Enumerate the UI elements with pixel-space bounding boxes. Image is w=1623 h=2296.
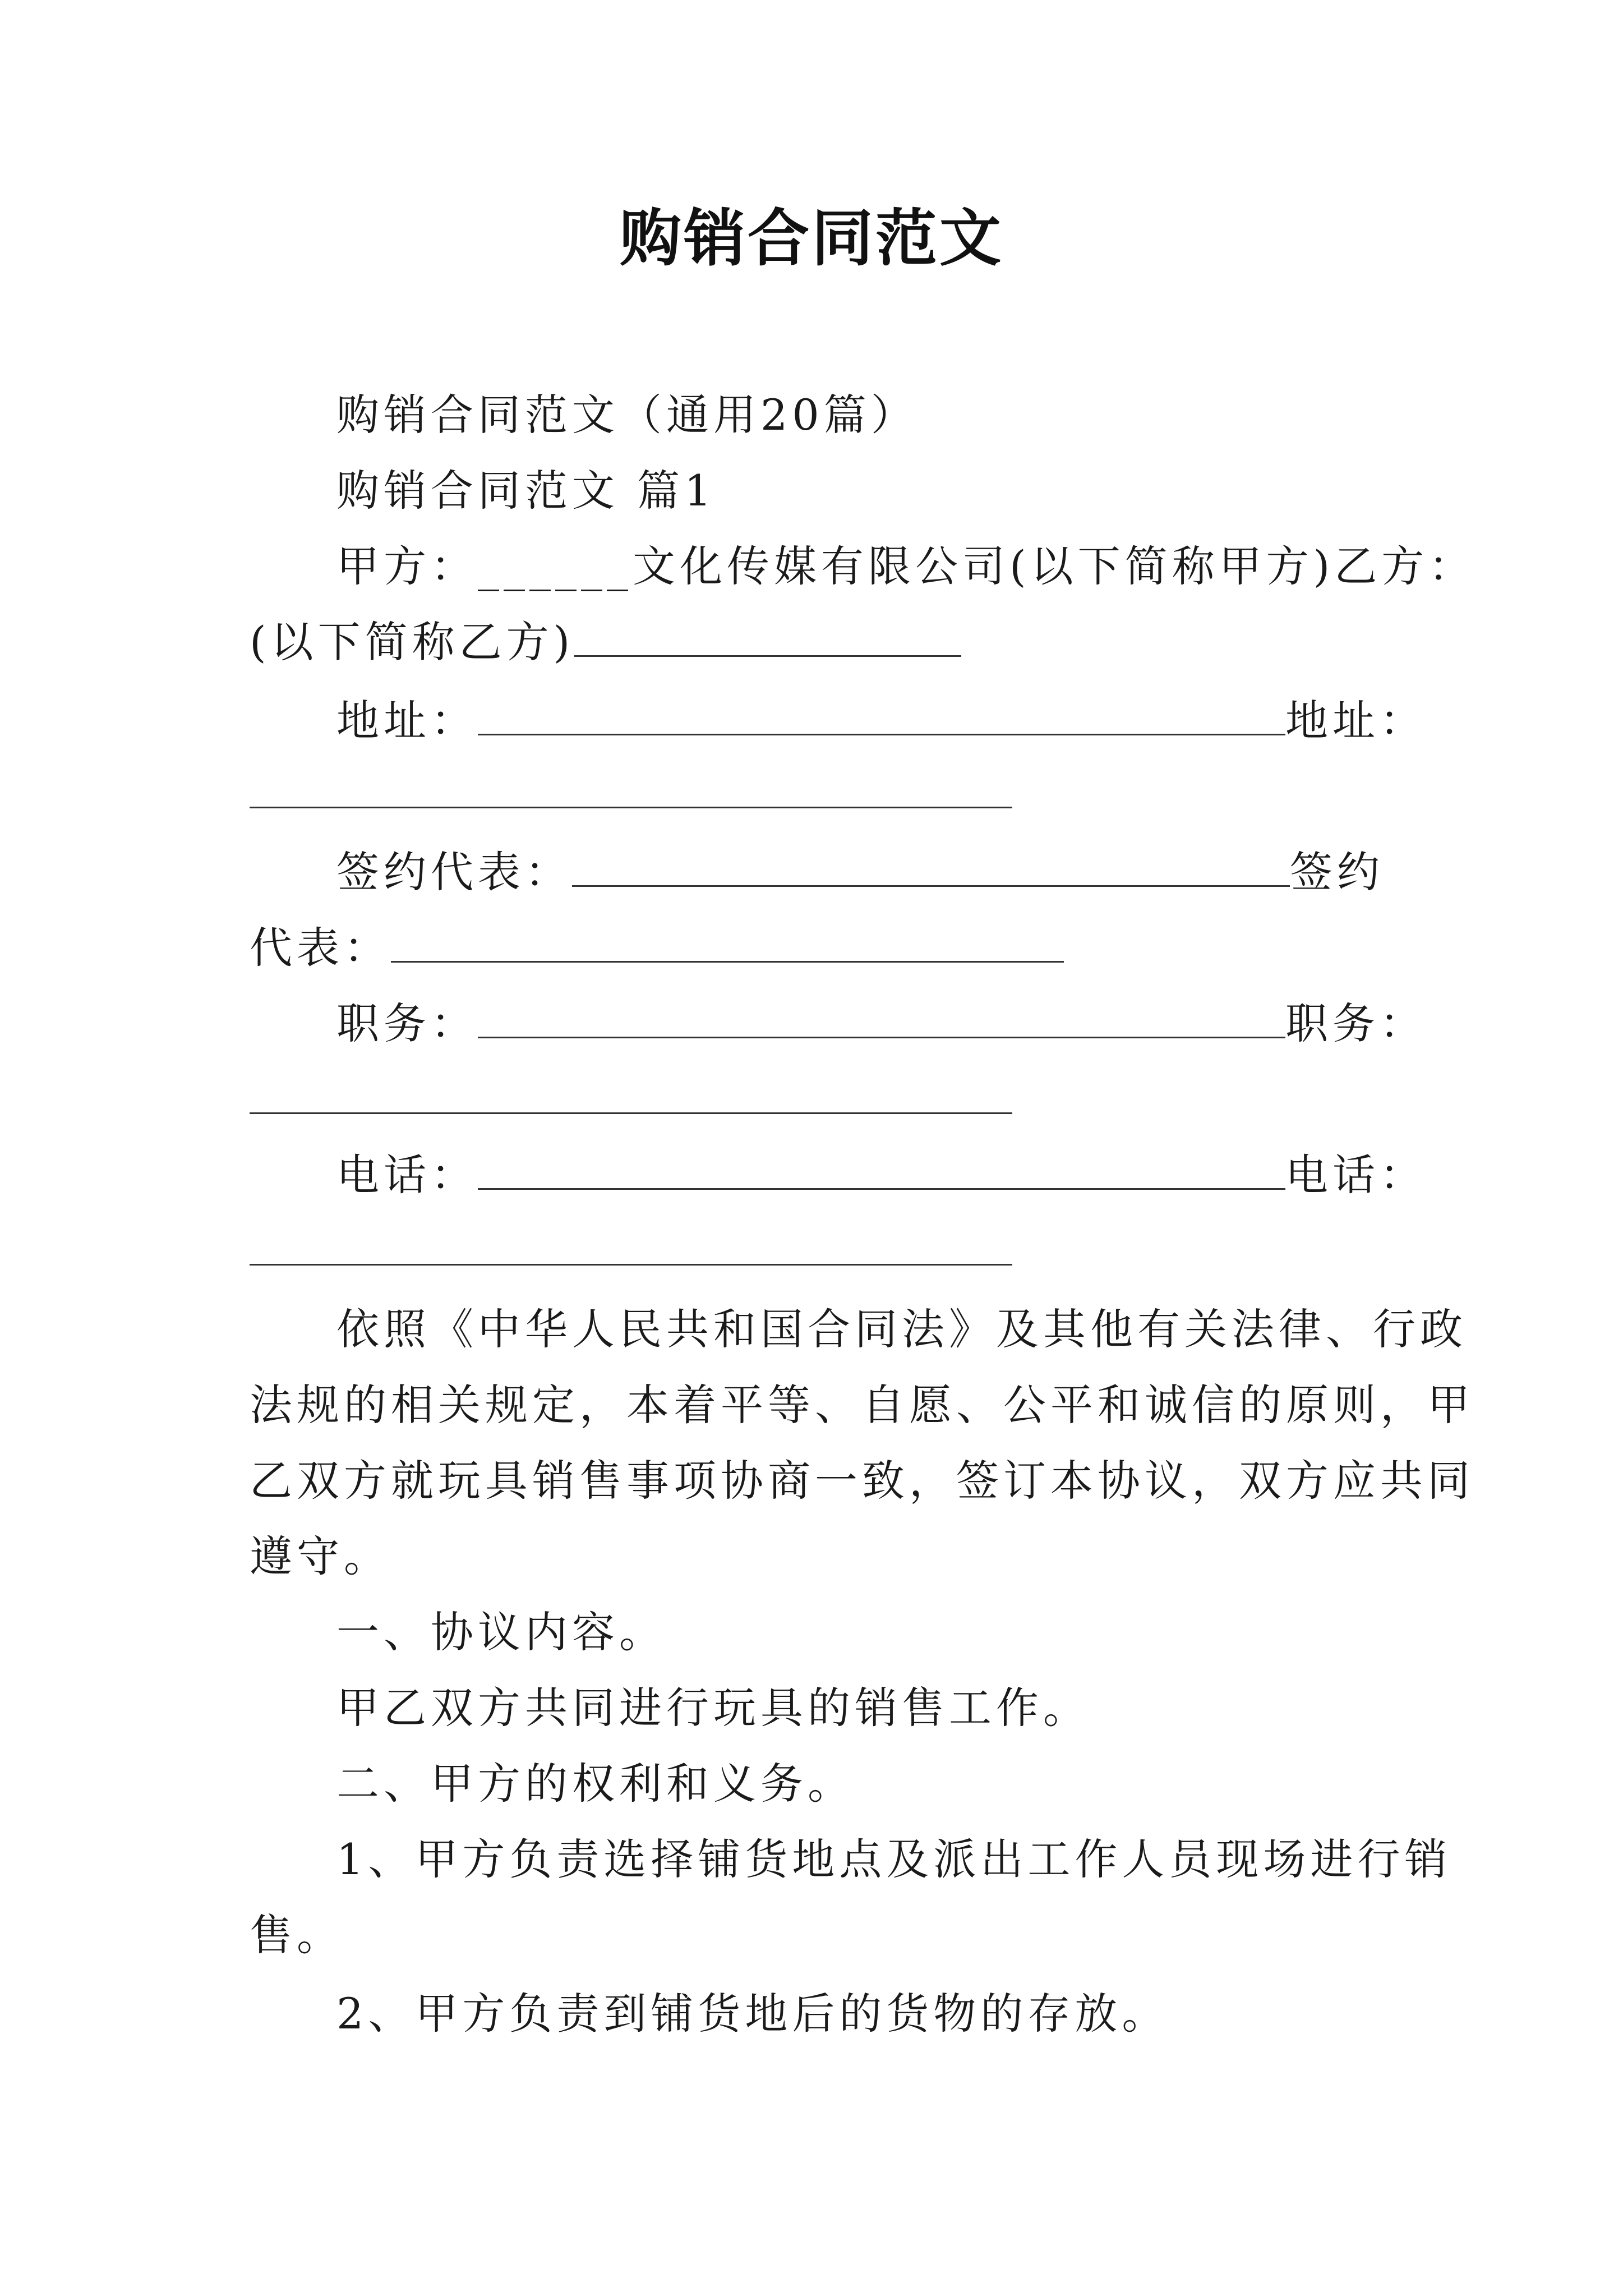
- rep-label-b-start: 代表：: [250, 923, 391, 973]
- document-subtitle: 购销合同范文（通用20篇）: [336, 390, 918, 440]
- item-1-line-1: 1、甲方负责选择铺货地点及派出工作人员现场进行销: [336, 1834, 1452, 1884]
- intro-line-3: 乙双方就玩具销售事项协商一致，签订本协议，双方应共同: [250, 1456, 1474, 1506]
- rep-line-2: [250, 920, 1064, 976]
- address-blank-a: [478, 699, 1285, 735]
- rep-blank-b: [391, 926, 1064, 963]
- intro-line-1: 依照《中华人民共和国合同法》及其他有关法律、行政: [336, 1304, 1467, 1354]
- position-blank-a: [478, 1002, 1285, 1038]
- rep-label-a: 签约代表：: [336, 847, 572, 897]
- party-b-blank: [574, 620, 961, 657]
- party-line-2: [250, 614, 961, 670]
- address-line-2: [250, 766, 1012, 822]
- address-label-b: 地址：: [1285, 696, 1427, 746]
- clause-1-text: 甲乙双方共同进行玩具的销售工作。: [336, 1683, 1090, 1733]
- phone-line: [336, 1147, 1427, 1203]
- intro-line-4: 遵守。: [250, 1531, 391, 1581]
- position-label-b: 职务：: [1285, 999, 1427, 1048]
- item-1-line-2: 售。: [250, 1910, 344, 1960]
- address-blank-b: [250, 772, 1012, 808]
- intro-line-2: 法规的相关规定，本着平等、自愿、公平和诚信的原则，甲: [250, 1380, 1474, 1430]
- position-blank-b: [250, 1078, 1012, 1114]
- phone-line-2: [250, 1223, 1012, 1279]
- party-line-1: 甲方：______文化传媒有限公司(以下简称甲方)乙方：: [336, 541, 1476, 591]
- item-2-line: 2、甲方负责到铺货地后的货物的存放。: [336, 1989, 1169, 2039]
- rep-line: [336, 844, 1384, 900]
- section-heading: 购销合同范文 篇1: [336, 466, 716, 516]
- position-line: [336, 996, 1427, 1052]
- phone-label-b: 电话：: [1285, 1150, 1427, 1200]
- phone-label-a: 电话：: [336, 1150, 478, 1200]
- phone-blank-b: [250, 1229, 1012, 1266]
- position-label-a: 职务：: [336, 999, 478, 1048]
- party-line-2-text: (以下简称乙方): [250, 617, 575, 667]
- phone-blank-a: [478, 1153, 1285, 1190]
- clause-2-title: 二、甲方的权利和义务。: [336, 1759, 855, 1809]
- document-title: 购销合同范文: [620, 203, 1003, 274]
- rep-label-b-end: 签约: [1290, 847, 1384, 897]
- address-label-a: 地址：: [336, 696, 478, 746]
- position-line-2: [250, 1071, 1012, 1128]
- rep-blank-a: [572, 850, 1290, 887]
- address-line: [336, 693, 1427, 749]
- clause-1-title: 一、协议内容。: [336, 1607, 666, 1657]
